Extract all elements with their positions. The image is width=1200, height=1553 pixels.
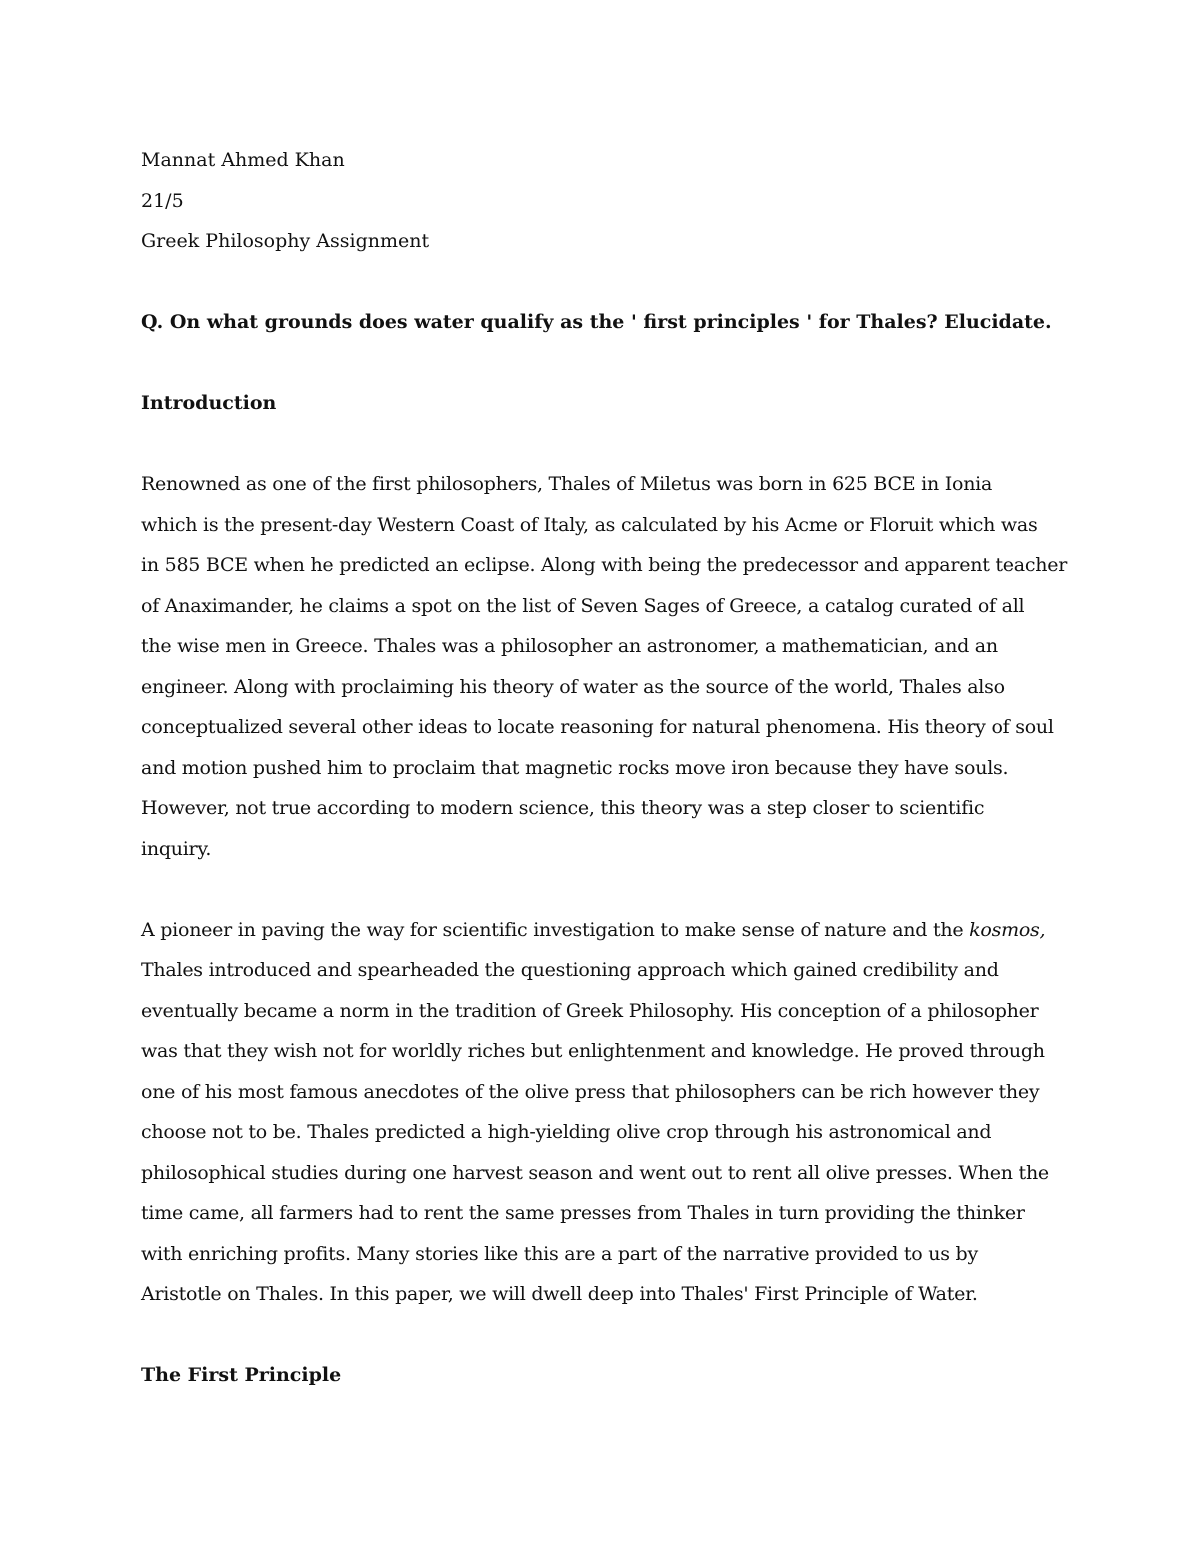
question-heading: Q. On what grounds does water qualify as the ' first principles ' for Thales? Elucidate. [141,311,1052,333]
paragraph-line: Aristotle on Thales. In this paper, we will dwell deep into Thales' First Principle of Water. [141,1283,978,1305]
paragraph-line: Thales introduced and spearheaded the questioning approach which gained credibility and [141,959,999,981]
paragraph-intro-2 [141,910,1071,1315]
paragraph-line: and motion pushed him to proclaim that magnetic rocks move iron because they have souls. [141,756,1009,779]
assignment-date: 21/5 [141,189,184,212]
header-block [141,140,1071,262]
paragraph-line: was that they wish not for worldly riches but enlightenment and knowledge. He proved through [141,1040,1045,1062]
document-body [141,140,1071,1396]
paragraph-intro-1 [141,464,1071,869]
paragraph-line: with enriching profits. Many stories like this are a part of the narrative provided to us by [141,1242,978,1265]
paragraph-line: one of his most famous anecdotes of the olive press that philosophers can be rich however they [141,1080,1040,1103]
paragraph-line: engineer. Along with proclaiming his theory of water as the source of the world, Thales also [141,675,1005,698]
paragraph-line: eventually became a norm in the tradition of Greek Philosophy. His conception of a philosopher [141,999,1039,1022]
paragraph-line: However, not true according to modern science, this theory was a step closer to scientific [141,797,985,819]
paragraph-line: which is the present-day Western Coast of Italy, as calculated by his Acme or Floruit which was [141,513,1038,536]
author-name: Mannat Ahmed Khan [141,149,345,171]
paragraph-line: choose not to be. Thales predicted a high-yielding olive crop through his astronomical and [141,1121,992,1143]
paragraph-line: inquiry. [141,837,212,860]
paragraph-line: the wise men in Greece. Thales was a philosopher an astronomer, a mathematician, and an [141,635,998,657]
paragraph-line: philosophical studies during one harvest season and went out to rent all olive presses. When the [141,1161,1049,1184]
section-heading-first-principle: The First Principle [141,1364,342,1386]
paragraph-line-first [141,910,1071,951]
paragraph-line: conceptualized several other ideas to locate reasoning for natural phenomena. His theory of soul [141,716,1054,738]
paragraph-text: A pioneer in paving the way for scientific investigation to make sense of nature and the [141,918,970,941]
paragraph-line: time came, all farmers had to rent the same presses from Thales in turn providing the thinker [141,1202,1025,1224]
section-heading-introduction: Introduction [141,392,277,414]
paragraph-line: Renowned as one of the first philosophers, Thales of Miletus was born in 625 BCE in Ionia [141,473,993,495]
paragraph-line: in 585 BCE when he predicted an eclipse. Along with being the predecessor and apparent teacher [141,554,1068,576]
paragraph-line: of Anaximander, he claims a spot on the list of Seven Sages of Greece, a catalog curated of all [141,594,1025,617]
course-title: Greek Philosophy Assignment [141,230,430,252]
kosmos-term: kosmos, [969,918,1046,941]
